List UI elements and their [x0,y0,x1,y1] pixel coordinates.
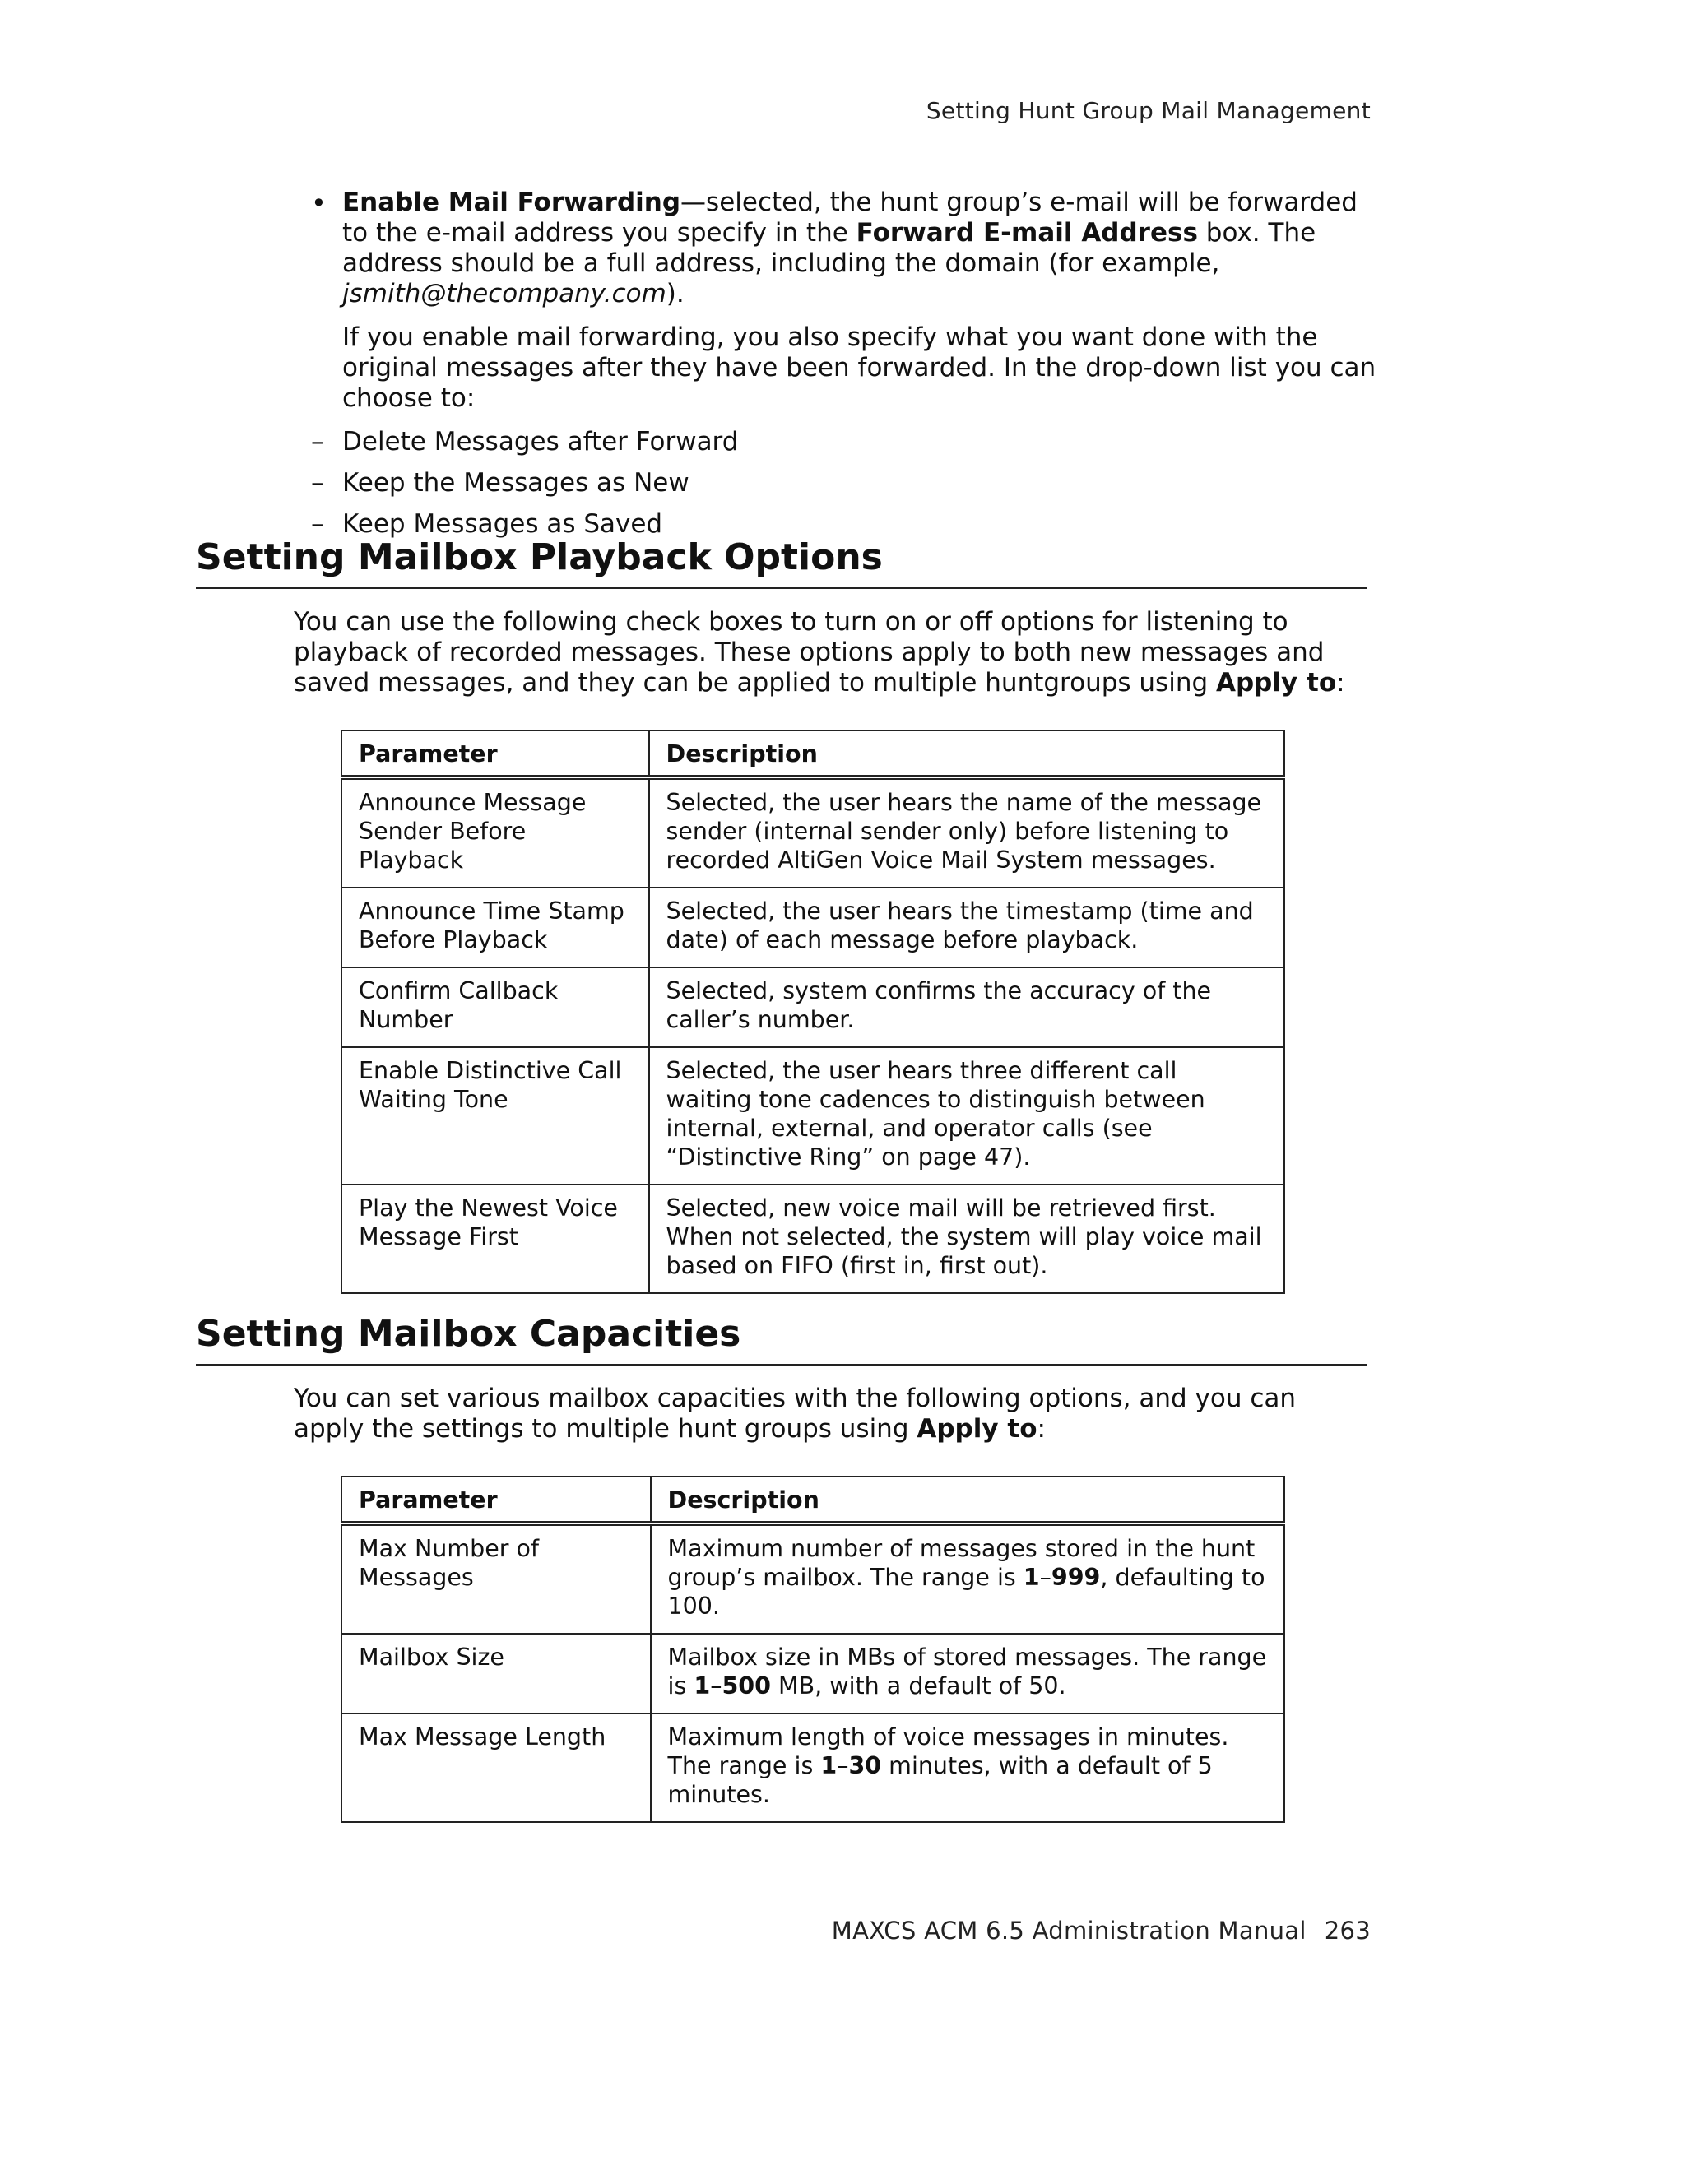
term-enable-mail-forwarding: Enable Mail Forwarding [342,188,681,217]
section-title-playback: Setting Mailbox Playback Options [196,536,1367,589]
parameter-cell: Max Number of Messages [341,1523,651,1634]
section-title-capacities: Setting Mailbox Capacities [196,1313,1367,1366]
description-cell: Selected, new voice mail will be retrieved first. When not selected, the system will play voice mail based on FIFO (first in, first out). [649,1185,1284,1293]
parameter-cell: Mailbox Size [341,1634,651,1713]
forwarding-paragraph: Enable Mail Forwarding—selected, the hunt group’s e-mail will be forwarded to the e-mail address you specify in the Forward E-mail Address box. The address should be a full address, including the domain (for example, jsmith@thecompany.com). [342,188,1358,308]
description-cell: Maximum number of messages stored in the hunt group’s mailbox. The range is 1–999, defaulting to 100. [651,1523,1284,1634]
forwarding-options-paragraph: If you enable mail forwarding, you also specify what you want done with the original messages after they have been forwarded. In the drop-down list you can choose to: [342,322,1376,413]
description-cell: Selected, system confirms the accuracy of the caller’s number. [649,967,1284,1047]
example-email: jsmith@thecompany.com [342,279,666,308]
list-item: – Delete Messages after Forward [311,427,739,457]
capacities-intro: You can set various mailbox capacities with the following options, and you can apply the settings to multiple hunt groups using Apply to: [294,1384,1297,1444]
table-header-row [341,1477,1284,1523]
manual-title: MAXCS ACM 6.5 Administration Manual [831,1917,1307,1945]
bullet-icon: • [311,188,327,219]
table-row [341,1713,1284,1822]
parameter-cell: Confirm Callback Number [341,967,649,1047]
parameter-cell: Max Message Length [341,1713,651,1822]
running-header: Setting Hunt Group Mail Management [926,97,1371,124]
table-row [341,888,1284,967]
parameter-cell: Enable Distinctive Call Waiting Tone [341,1047,649,1185]
description-cell: Selected, the user hears the name of the message sender (internal sender only) before listening to recorded AltiGen Voice Mail System messages. [649,777,1284,888]
table-row [341,1523,1284,1634]
column-header-parameter: Parameter [341,1477,651,1523]
mailbox-capacities-table [341,1476,1285,1823]
page-number: 263 [1324,1917,1371,1945]
description-cell: Selected, the user hears the timestamp (time and date) of each message before playback. [649,888,1284,967]
parameter-cell: Announce Message Sender Before Playback [341,777,649,888]
list-item: – Keep Messages as Saved [311,509,663,539]
playback-options-table [341,730,1285,1294]
parameter-cell: Announce Time Stamp Before Playback [341,888,649,967]
playback-intro: You can use the following check boxes to turn on or off options for listening to playback of recorded messages. These options apply to both new messages and saved messages, and they can be applied to multiple huntgroups using Apply to: [294,607,1345,698]
table-row [341,1185,1284,1293]
parameter-cell: Play the Newest Voice Message First [341,1185,649,1293]
mail-forwarding-bullet [311,188,1381,550]
table-row [341,1634,1284,1713]
term-forward-email-address: Forward E-mail Address [856,218,1198,248]
forwarding-options-list [311,427,1381,540]
table-header-row [341,730,1284,777]
column-header-parameter: Parameter [341,730,649,777]
page-footer [832,1917,1371,1945]
description-cell: Mailbox size in MBs of stored messages. The range is 1–500 MB, with a default of 50. [651,1634,1284,1713]
list-item: – Keep the Messages as New [311,468,689,498]
table-row [341,777,1284,888]
description-cell: Maximum length of voice messages in minutes. The range is 1–30 minutes, with a default of 5 minutes. [651,1713,1284,1822]
description-cell: Selected, the user hears three different call waiting tone cadences to distinguish between internal, external, and operator calls (see “Distinctive Ring” on page 47). [649,1047,1284,1185]
column-header-description: Description [649,730,1284,777]
table-row [341,1047,1284,1185]
table-row [341,967,1284,1047]
column-header-description: Description [651,1477,1284,1523]
